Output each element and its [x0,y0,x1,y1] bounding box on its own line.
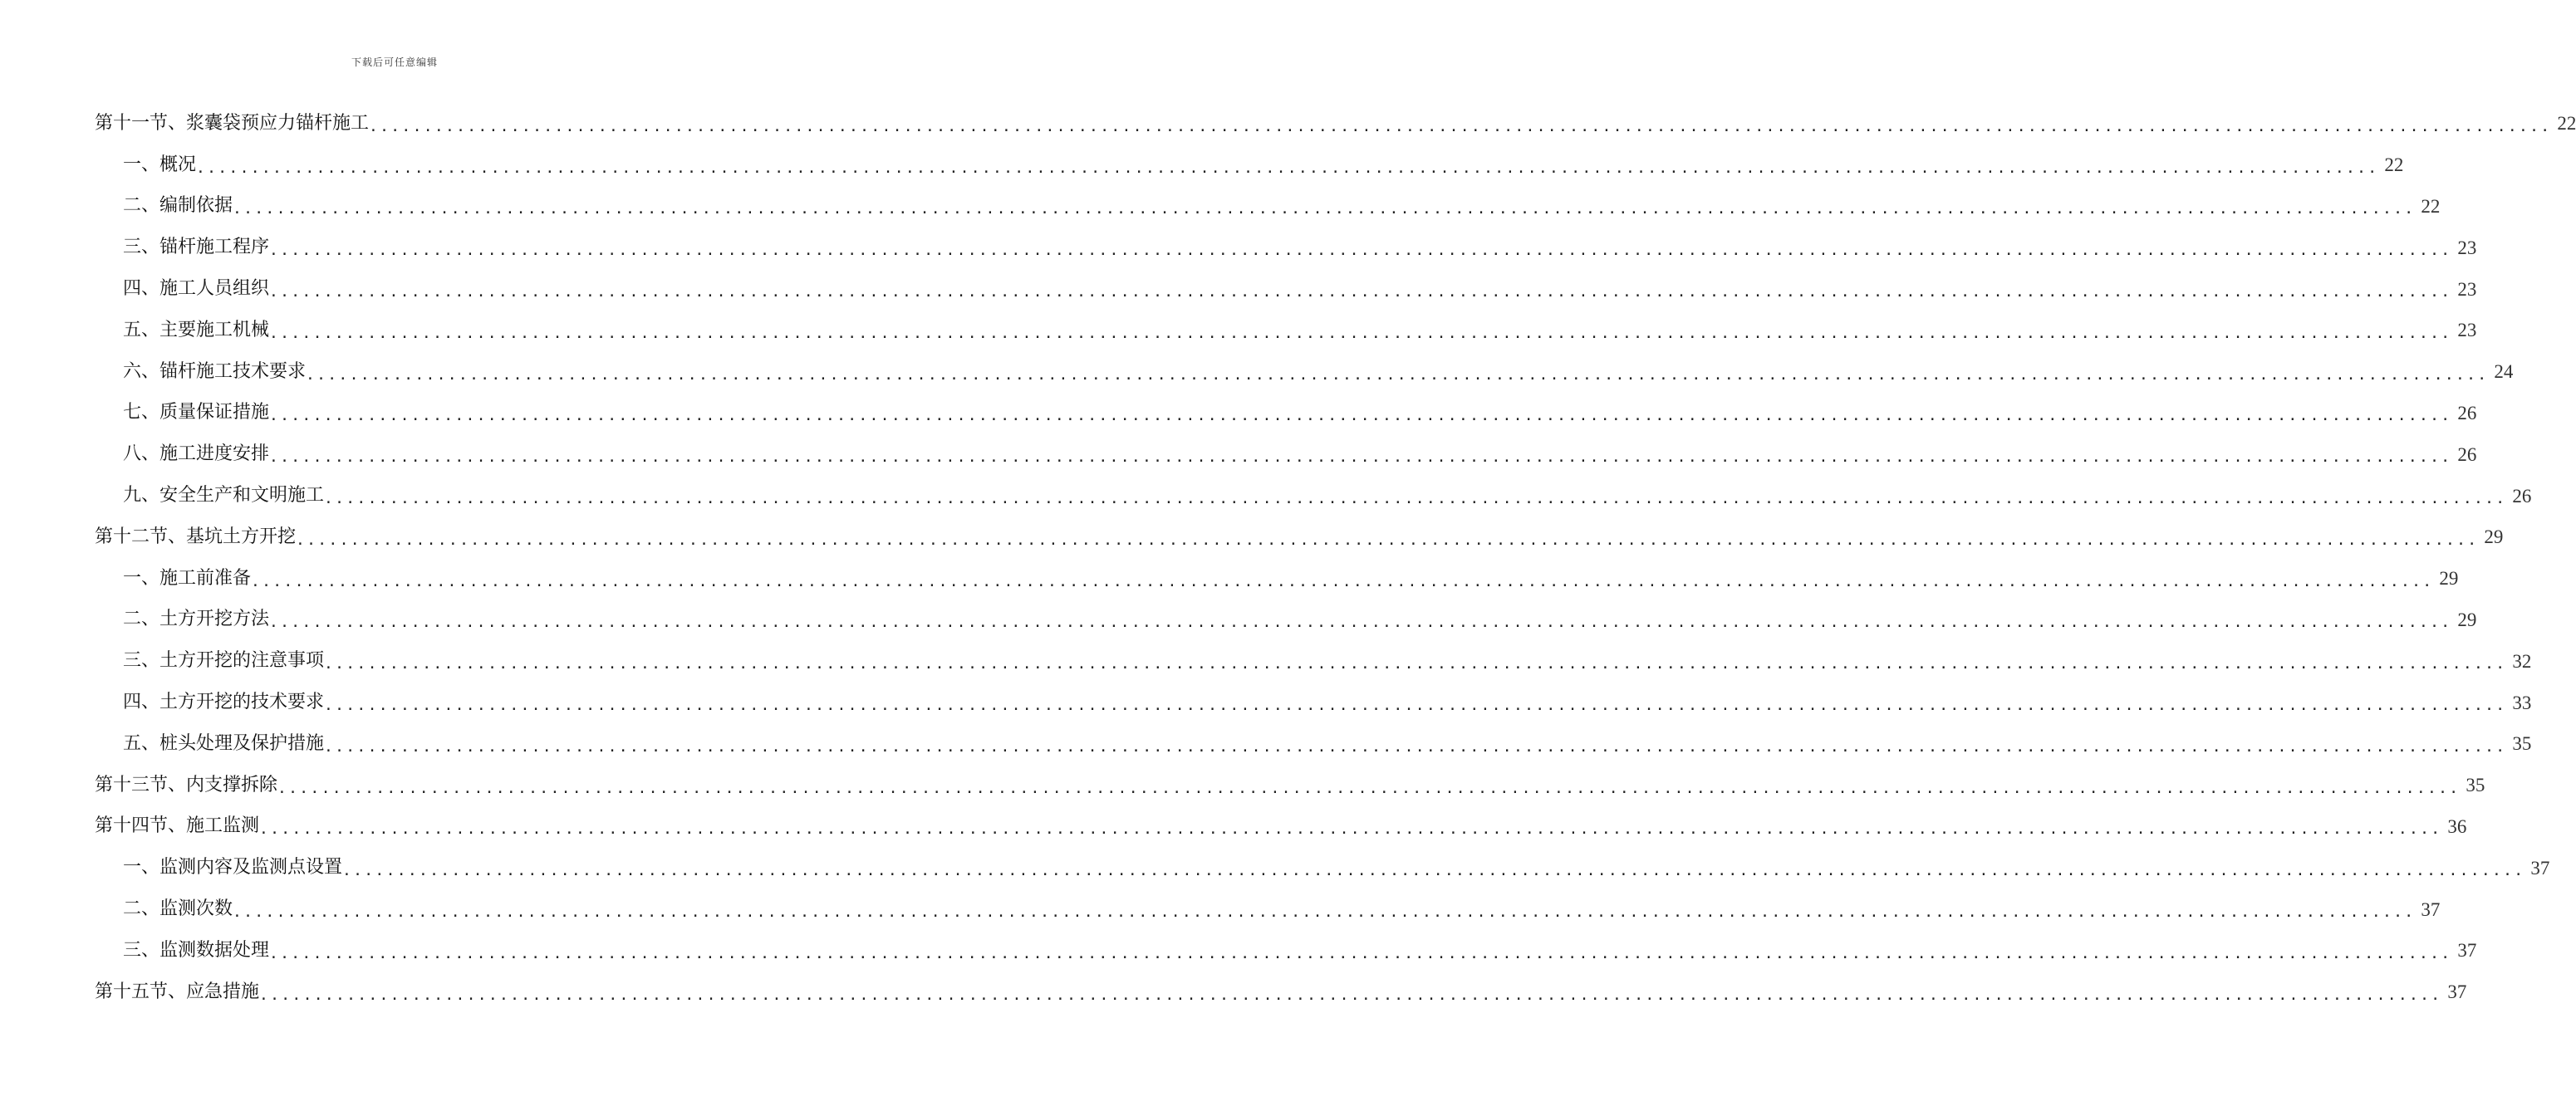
toc-entry-title: 二、编制依据 [123,195,233,217]
toc-subsection-entry[interactable] [0,475,2532,516]
toc-entry-page-number: 23 [2457,278,2477,300]
toc-subsection-entry[interactable] [0,640,2532,682]
toc-entry-title: 四、土方开挖的技术要求 [123,692,325,713]
toc-subsection-entry[interactable] [0,144,2404,186]
toc-subsection-entry[interactable] [0,682,2532,723]
table-of-contents [0,103,2576,1013]
toc-entry-title: 七、质量保证措施 [123,402,270,423]
toc-entry-page-number: 35 [2512,733,2532,755]
toc-dot-leader: ........................................................................................................................................................................................................ [342,862,2525,880]
toc-entry-page-number: 37 [2447,981,2467,1003]
toc-subsection-entry[interactable] [0,227,2477,268]
toc-subsection-entry[interactable] [0,600,2477,641]
toc-entry-title: 八、施工进度安排 [123,443,270,465]
toc-dot-leader: ........................................................................................................................................................................................................ [324,655,2507,673]
page-header-note: 下载后可任意编辑 [351,56,438,68]
toc-entry-title: 一、监测内容及监测点设置 [123,857,343,879]
toc-dot-leader: ........................................................................................................................................................................................................ [251,572,2434,590]
toc-entry-page-number: 24 [2494,361,2514,383]
toc-entry-title: 第十一节、浆囊袋预应力锚杆施工 [95,112,370,134]
toc-dot-leader: ........................................................................................................................................................................................................ [296,531,2479,549]
toc-section-entry[interactable] [0,765,2485,806]
toc-subsection-entry[interactable] [0,930,2477,972]
toc-section-entry[interactable] [0,806,2467,848]
toc-subsection-entry[interactable] [0,393,2477,434]
toc-section-entry[interactable] [0,103,2576,144]
toc-entry-page-number: 37 [2530,857,2550,879]
toc-entry-page-number: 29 [2439,568,2459,590]
toc-subsection-entry[interactable] [0,888,2441,930]
toc-entry-title: 第十三节、内支撑拆除 [95,774,278,795]
toc-entry-page-number: 29 [2457,609,2477,630]
toc-section-entry[interactable] [0,516,2504,558]
toc-entry-page-number: 23 [2457,320,2477,341]
toc-dot-leader: ........................................................................................................................................................................................................ [269,407,2452,425]
toc-subsection-entry[interactable] [0,268,2477,310]
toc-entry-title: 九、安全生产和文明施工 [123,485,325,507]
toc-dot-leader: ........................................................................................................................................................................................................ [324,697,2507,715]
toc-entry-title: 三、监测数据处理 [123,939,270,961]
toc-dot-leader: ........................................................................................................................................................................................................ [233,903,2416,922]
toc-subsection-entry[interactable] [0,558,2459,600]
toc-entry-title: 六、锚杆施工技术要求 [123,360,307,382]
toc-entry-page-number: 26 [2512,485,2532,507]
toc-entry-page-number: 26 [2457,402,2477,423]
toc-dot-leader: ........................................................................................................................................................................................................ [324,490,2507,508]
toc-entry-title: 五、桩头处理及保护措施 [123,732,325,754]
toc-entry-page-number: 37 [2421,898,2441,920]
toc-dot-leader: ........................................................................................................................................................................................................ [269,242,2452,260]
toc-dot-leader: ........................................................................................................................................................................................................ [269,324,2452,342]
toc-entry-title: 三、锚杆施工程序 [123,237,270,258]
toc-dot-leader: ........................................................................................................................................................................................................ [269,614,2452,632]
toc-entry-page-number: 26 [2457,443,2477,465]
toc-dot-leader: ........................................................................................................................................................................................................ [259,986,2442,1004]
toc-subsection-entry[interactable] [0,433,2477,475]
toc-entry-page-number: 23 [2457,237,2477,258]
toc-entry-title: 第十二节、基坑土方开挖 [95,526,297,547]
toc-entry-page-number: 33 [2512,692,2532,713]
toc-dot-leader: ........................................................................................................................................................................................................ [306,365,2489,384]
toc-dot-leader: ........................................................................................................................................................................................................ [196,159,2379,177]
toc-entry-page-number: 22 [2557,113,2576,135]
toc-subsection-entry[interactable] [0,351,2514,393]
toc-entry-page-number: 37 [2457,940,2477,962]
toc-entry-page-number: 36 [2447,815,2467,837]
toc-subsection-entry[interactable] [0,186,2441,228]
toc-entry-title: 一、施工前准备 [123,567,252,589]
toc-entry-page-number: 22 [2421,195,2441,217]
toc-entry-title: 五、主要施工机械 [123,319,270,340]
toc-entry-title: 三、土方开挖的注意事项 [123,650,325,672]
toc-entry-page-number: 32 [2512,650,2532,672]
toc-entry-page-number: 22 [2384,154,2404,176]
toc-entry-title: 二、监测次数 [123,898,233,920]
toc-subsection-entry[interactable] [0,723,2532,765]
toc-dot-leader: ........................................................................................................................................................................................................ [233,200,2416,218]
toc-entry-title: 四、施工人员组织 [123,278,270,300]
toc-entry-page-number: 29 [2484,526,2504,548]
toc-entry-title: 第十五节、应急措施 [95,981,260,1002]
toc-dot-leader: ........................................................................................................................................................................................................ [324,737,2507,756]
toc-entry-title: 一、概况 [123,154,197,175]
toc-dot-leader: ........................................................................................................................................................................................................ [269,944,2452,962]
toc-dot-leader: ........................................................................................................................................................................................................ [269,283,2452,301]
toc-subsection-entry[interactable] [0,847,2550,888]
toc-section-entry[interactable] [0,972,2467,1013]
toc-dot-leader: ........................................................................................................................................................................................................ [269,448,2452,467]
toc-dot-leader: ........................................................................................................................................................................................................ [277,779,2461,797]
toc-dot-leader: ........................................................................................................................................................................................................ [259,820,2442,839]
toc-entry-page-number: 35 [2466,775,2485,796]
toc-subsection-entry[interactable] [0,310,2477,351]
toc-entry-title: 二、土方开挖方法 [123,609,270,630]
toc-dot-leader: ........................................................................................................................................................................................................ [369,117,2552,135]
toc-entry-title: 第十四节、施工监测 [95,815,260,837]
